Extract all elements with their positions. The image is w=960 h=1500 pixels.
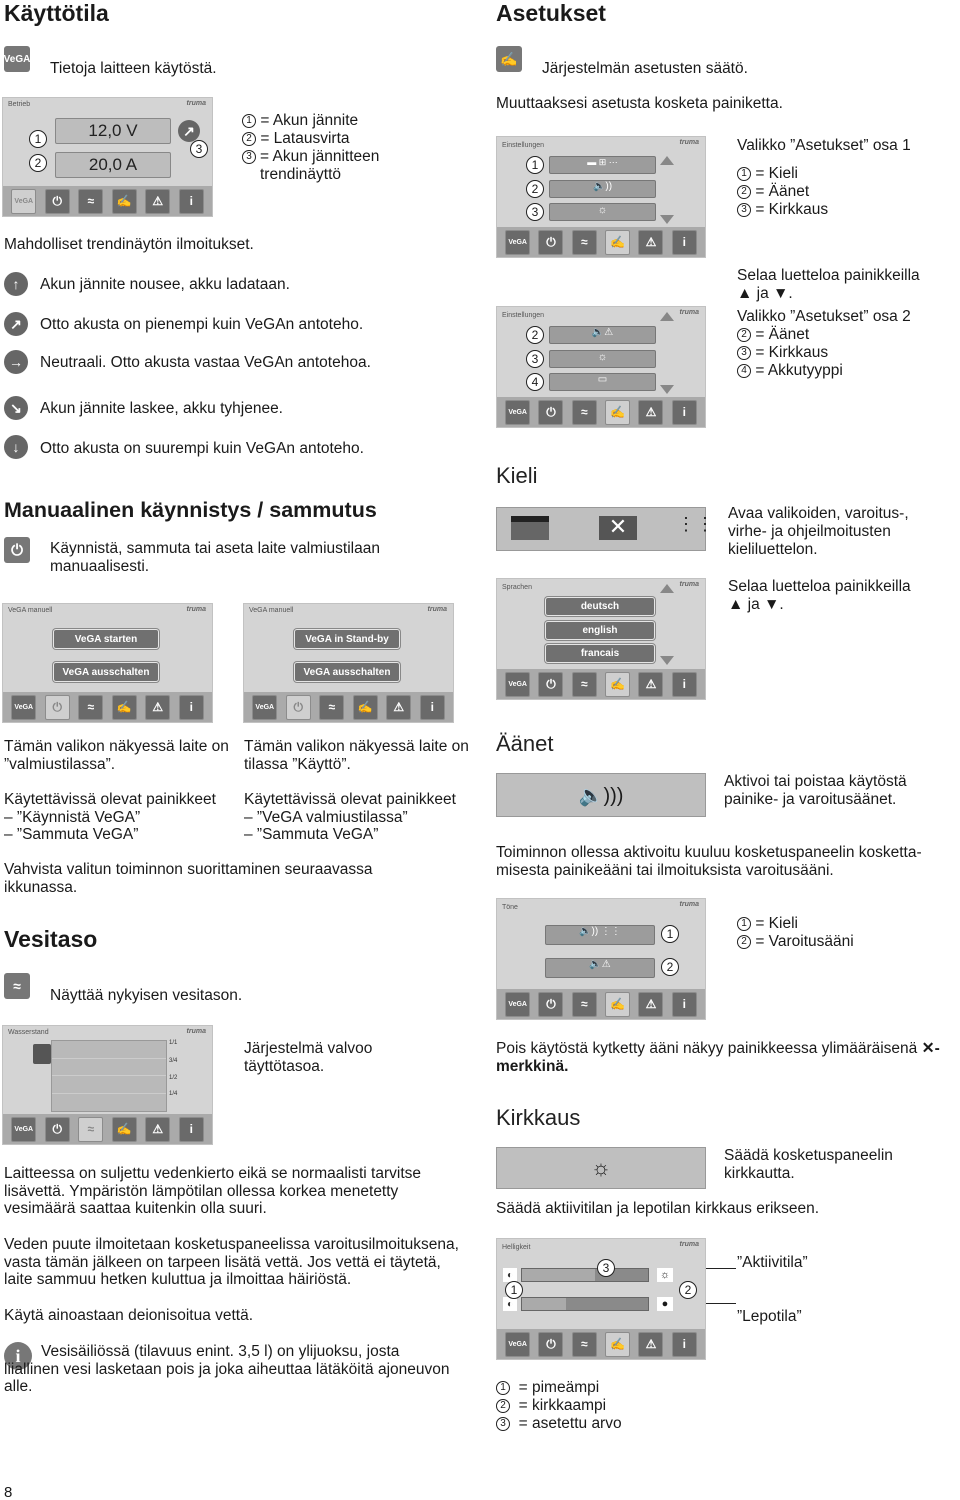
panel-header: Einstellungen [502,312,545,319]
manual-desc: Käynnistä, sammuta tai aseta laite valmiustilaan manuaalisesti. [50,540,380,575]
scroll-text: Selaa luetteloa painikkeilla [737,267,920,284]
scroll-hint: Selaa luetteloa painikkeilla ▲ ja ▼. [737,267,920,302]
vega-button[interactable]: VeGA [505,230,530,255]
panel-header: Töne [502,904,518,911]
power-icon: ⏻ [4,537,30,563]
warning-button[interactable]: ⚠ [145,189,170,214]
level-1-4: 1/4 [169,1091,178,1097]
warning-button[interactable]: ⚠ [638,672,663,697]
section-title-vesitaso: Vesitaso [4,926,98,952]
vega-button[interactable]: VeGA [11,189,36,214]
kirkkaus-desc: Säädä kosketuspaneelin kirkkautta. [724,1147,893,1182]
panel-header: Sprachen [502,584,532,591]
scroll-down-icon[interactable] [660,385,674,394]
aanet-paragraph: Toiminnon ollessa aktivoitu kuuluu kosketuspaneelin koskettamisesta painikeääni tai ilmoituksista varoitusääni. [496,844,922,879]
settings-button[interactable]: ✍ [605,992,630,1017]
button-bar [497,397,705,427]
active-mode-label: ”Aktiivitila” [737,1254,808,1271]
callout-line [706,1268,736,1269]
aanet-desc: Aktivoi tai poistaa käytöstä painike- ja varoitusäänet. [724,773,907,808]
up-triangle-icon: ▲ [728,596,744,613]
settings-button[interactable]: ✍ [112,189,137,214]
section-title-asetukset: Asetukset [496,0,606,26]
standby-buttons [4,791,239,844]
callout-1: 1 [505,1281,523,1299]
languages-panel [496,578,706,700]
vega-button[interactable]: VeGA [505,672,530,697]
sounds-row[interactable]: 🔈)) [549,180,656,198]
info-button[interactable]: i [672,672,697,697]
callout-2: 2 [526,180,544,198]
kirkkaus-item: = kirkkaampi [518,1397,607,1414]
brightness-row[interactable]: ☼ [549,350,656,368]
arrow-up-right-icon: ↗ [4,312,28,336]
buttons-heading: Käytettävissä olevat painikkeet [244,791,456,808]
standby-desc: Tämän valikon näkyessä laite on ”valmiustilassa”. [4,738,229,773]
settings-button[interactable]: ✍ [605,230,630,255]
brightness-row[interactable]: ☼ [549,203,656,221]
arrow-down-right-icon: ↘ [4,396,28,420]
darker-button[interactable]: ◐ [503,1268,517,1282]
language-row[interactable]: ▬ ⊞ ⋯ [549,156,656,174]
kirkkaus-item: = asetettu arvo [518,1415,622,1432]
truma-logo: truma [186,606,206,613]
asetukset-desc: Järjestelmän asetusten säätö. [542,60,748,77]
trend-text-2: Otto akusta on pienempi kuin VeGAn antoteho. [40,316,364,333]
water-button[interactable]: ≈ [572,230,597,255]
scroll-down-icon[interactable] [660,656,674,665]
truma-logo: truma [679,139,699,146]
water-level-panel [2,1025,213,1145]
brightness-panel [496,1238,706,1360]
callout-3: 3 [526,350,544,368]
power-button[interactable]: ⏻ [538,230,563,255]
panel-header: Wasserstand [8,1029,49,1036]
info-button[interactable]: i [179,189,204,214]
warning-button[interactable]: ⚠ [145,695,170,720]
mute-mark: ✕-merkkinä. [496,1040,940,1075]
button-sound-row[interactable]: 🔈)) ⋮⋮ [545,925,655,945]
button-bar [497,1329,705,1359]
kirkkaus-item: = pimeämpi [518,1379,600,1396]
settings-button[interactable]: ✍ [353,695,378,720]
sun-icon: ☼ [590,1155,612,1180]
water-gauge [51,1040,167,1112]
vega-button[interactable]: VeGA [252,695,277,720]
trend-arrow-icon: ↗ [178,120,200,142]
water-icon: ≈ [4,973,30,999]
power-button[interactable]: ⏻ [538,992,563,1017]
truma-logo: truma [186,1028,206,1035]
scroll-up-icon[interactable] [660,312,674,321]
warning-button[interactable]: ⚠ [386,695,411,720]
up-triangle-icon: ▲ [737,285,753,302]
trend-text-3: Neutraali. Otto akusta vastaa VeGAn antotehoa. [40,354,371,371]
menu1-item: = Äänet [755,183,810,200]
vega-button[interactable]: VeGA [505,1332,530,1357]
settings-button[interactable]: ✍ [112,1117,137,1142]
truma-logo: truma [679,901,699,908]
settings-button[interactable]: ✍ [605,1332,630,1357]
button-bar [3,186,212,216]
power-button[interactable]: ⏻ [538,1332,563,1357]
water-note: Järjestelmä valvoo täyttötasoa. [244,1040,373,1075]
settings-panel-1 [496,136,706,258]
brightness-button-preview [496,1147,706,1189]
current-display: 20,0 A [55,152,171,178]
section-title-manual: Manuaalinen käynnistys / sammutus [4,498,377,522]
water-button[interactable]: ≈ [572,992,597,1017]
active-brightness-slider[interactable] [521,1268,649,1282]
running-buttons [244,791,479,844]
water-button[interactable]: ≈ [572,672,597,697]
buttons-item: – ”Sammuta VeGA” [4,826,139,843]
panel-header: Helligkeit [502,1244,531,1251]
standby-mode-label: ”Lepotila” [737,1308,802,1325]
warning-button[interactable]: ⚠ [638,400,663,425]
power-button[interactable]: ⏻ [45,189,70,214]
callout-2: 2 [661,958,679,976]
ja-text: ja [756,285,769,302]
menu2-item: = Akkutyyppi [755,362,843,379]
truma-logo: truma [679,581,699,588]
vega-button[interactable]: VeGA [11,695,36,720]
standby-brightness-fill [522,1298,566,1310]
kieli-scroll-hint: Selaa luetteloa painikkeilla ▲ ja ▼. [728,578,911,613]
trend-text-5: Otto akusta on suurempi kuin VeGAn antoteho. [40,440,364,457]
kirkkaus-paragraph: Säädä aktiivitilan ja lepotilan kirkkaus erikseen. [496,1200,820,1217]
callout-2: 2 [29,154,47,172]
arrow-down-icon: ↓ [4,435,28,459]
menu2-item: = Äänet [755,326,810,343]
menu2-item: = Kirkkaus [755,344,829,361]
sun-icon: ☼ [657,1268,673,1282]
truma-logo: truma [679,309,699,316]
vega-manual-running-panel [243,603,454,723]
section-title-kirkkaus: Kirkkaus [496,1105,581,1130]
settings-panel-2 [496,306,706,428]
power-button[interactable]: ⏻ [286,695,311,720]
scroll-text: Selaa luetteloa painikkeilla [728,578,911,595]
trend-text-1: Akun jännite nousee, akku ladataan. [40,276,290,293]
section-title-kieli: Kieli [496,463,538,488]
info-button[interactable]: i [672,230,697,255]
down-triangle-icon: ▼ [764,596,780,613]
vega-button[interactable]: VeGA [11,1117,36,1142]
callout-3: 3 [526,203,544,221]
truma-logo: truma [186,100,206,107]
arrow-up-icon: ↑ [4,272,28,296]
voltage-display: 12,0 V [55,118,171,144]
kayttotila-desc: Tietoja laitteen käytöstä. [50,60,217,77]
scroll-up-icon[interactable] [660,584,674,593]
trend-text-4: Akun jännite laskee, akku tyhjenee. [40,400,283,417]
truma-logo: truma [427,606,447,613]
warning-button[interactable]: ⚠ [638,992,663,1017]
menu1-legend: 1 = Kieli 2 = Äänet 3 = Kirkkaus [737,165,828,219]
button-bar [497,669,705,699]
sounds-button-preview [496,773,706,817]
button-bar [244,692,453,722]
vega-button[interactable]: VeGA [505,400,530,425]
legend-row: 1 = Akun jännite [242,112,412,130]
warning-button[interactable]: ⚠ [638,1332,663,1357]
callout-3: 3 [190,140,208,158]
scroll-down-icon[interactable] [660,215,674,224]
betrieb-panel [2,97,213,217]
panel-header: Einstellungen [502,142,545,149]
level-1-1: 1/1 [169,1040,178,1046]
settings-icon: ✍ [496,46,522,72]
info-button[interactable]: i [672,400,697,425]
more-languages-icon: ⋮⋮ [677,514,715,534]
info-icon: i [4,1342,32,1370]
menu1-title: Valikko ”Asetukset” osa 1 [737,137,911,154]
legend-3: = Akun jännitteen trendinäyttö [260,148,380,183]
arrow-right-icon: → [4,350,28,374]
legend-1: = Akun jännite [260,112,359,129]
power-button[interactable]: ⏻ [538,672,563,697]
language-button-preview [496,507,715,551]
water-button[interactable]: ≈ [319,695,344,720]
info-text: Vesisäiliössä (tilavuus enint. 3,5 l) on ylijuoksu, josta liiallinen vesi lasketaan pois ja joka aiheuttaa lätäköitä ajoneuvon alle. [4,1343,450,1395]
button-bar [497,989,705,1019]
callout-1: 1 [29,130,47,148]
kirkkaus-legend: 1 = pimeämpi 2 = kirkkaampi 3 = asetettu arvo [496,1379,622,1433]
truma-logo: truma [679,1241,699,1248]
battery-row[interactable]: ▭ [549,373,656,391]
vega-button[interactable]: VeGA [505,992,530,1017]
flag-de-icon [511,516,549,540]
ja-text: ja [747,596,760,613]
water-button[interactable]: ≈ [78,1117,103,1142]
callout-4: 4 [526,373,544,391]
callout-line [706,1303,736,1304]
trend-intro: Mahdolliset trendinäytön ilmoitukset. [4,236,254,253]
button-bar [497,227,705,257]
info-button[interactable]: i [179,1117,204,1142]
asetukset-intro: Muuttaaksesi asetusta kosketa painiketta. [496,95,783,112]
darker-button[interactable]: ◐ [503,1297,517,1311]
down-triangle-icon: ▼ [773,285,789,302]
level-1-2: 1/2 [169,1075,178,1081]
kieli-desc: Avaa valikoiden, varoitus-, virhe- ja ohjeilmoitusten kieliluettelon. [728,505,909,558]
info-button[interactable]: i [672,1332,697,1357]
language-option-francais[interactable]: francais [545,644,655,663]
language-option-english[interactable]: english [545,621,655,640]
buttons-item: – ”Sammuta VeGA” [244,826,379,843]
water-button[interactable]: ≈ [572,1332,597,1357]
menu2-title: Valikko ”Asetukset” osa 2 [737,308,911,325]
info-button[interactable]: i [179,695,204,720]
menu1-item: = Kieli [755,165,798,182]
callout-1: 1 [661,925,679,943]
brighter-button[interactable]: ● [657,1297,673,1311]
scroll-up-icon[interactable] [660,156,674,165]
settings-button[interactable]: ✍ [112,695,137,720]
callout-3: 3 [597,1259,615,1277]
button-bar [3,692,212,722]
sounds-row[interactable]: 🔈⚠ [549,326,656,344]
mute-note [496,1040,958,1076]
toene-legend: 1 = Kieli 2 = Varoitusääni [737,915,854,951]
toene-item: = Kieli [755,915,798,932]
vega-shutdown-button[interactable]: VeGA ausschalten [294,662,400,682]
power-button[interactable]: ⏻ [538,400,563,425]
jug-icon [33,1044,51,1064]
level-3-4: 3/4 [169,1058,178,1064]
panel-header: VeGA manuell [8,607,53,614]
info-button[interactable]: i [420,695,445,720]
menu2-legend: 2 = Äänet 3 = Kirkkaus 4 = Akkutyyppi [737,326,843,380]
power-button[interactable]: ⏻ [45,695,70,720]
page-number: 8 [4,1484,13,1500]
mute-note-text: Pois käytöstä kytketty ääni näkyy painikkeessa ylimääräisenä [496,1040,918,1057]
legend-row: 3 = Akun jännitteen trendinäyttö [242,148,412,184]
sounds-panel [496,898,706,1020]
water-paragraph-2: Veden puute ilmoitetaan kosketuspaneelissa varoitusilmoituksena, vasta tämän jälkeen on tarpeen lisätä vettä. Jos vettä ei täytetä, laite sammuu hetken kuluttua ja ilmoittaa häiriöstä. [4,1236,459,1288]
language-option-deutsch[interactable]: deutsch [545,597,655,616]
speaker-icon: 🔈))) [578,784,624,807]
water-paragraph-3: Käytä ainoastaan deionisoitua vettä. [4,1307,254,1324]
panel-header: VeGA manuell [249,607,294,614]
legend-2: = Latausvirta [260,130,350,147]
section-title-aanet: Äänet [496,731,554,756]
flag-uk-icon: ✕ [599,516,637,540]
legend-row: 2 = Latausvirta [242,130,412,148]
active-brightness-fill [522,1269,595,1281]
vega-start-button[interactable]: VeGA starten [53,629,159,649]
callout-2: 2 [526,326,544,344]
callout-1: 1 [526,156,544,174]
info-button[interactable]: i [672,992,697,1017]
section-title-kayttotila: Käyttötila [4,0,109,26]
toene-item: = Varoitusääni [755,933,854,950]
panel-header: Betrieb [8,101,31,108]
settings-button[interactable]: ✍ [605,400,630,425]
buttons-item: – ”Käynnistä VeGA” [4,808,141,826]
warning-button[interactable]: ⚠ [638,230,663,255]
water-button[interactable]: ≈ [78,695,103,720]
water-paragraph-1: Laitteessa on suljettu vedenkierto eikä se normaalisti tarvitse lisävettä. Ympäristön lämpötilan ollessa korkea menetetty vesimäärä saattaa kuitenkin olla suuri. [4,1165,421,1217]
water-button[interactable]: ≈ [78,189,103,214]
buttons-item: – ”VeGA valmiustilassa” [244,808,408,826]
warning-sound-row[interactable]: 🔈⚠ [545,958,655,978]
button-bar [3,1114,212,1144]
betrieb-legend [242,112,412,184]
vega-standby-button[interactable]: VeGA in Stand-by [294,629,400,649]
menu1-item: = Kirkkaus [755,201,829,218]
warning-button[interactable]: ⚠ [145,1117,170,1142]
power-button[interactable]: ⏻ [45,1117,70,1142]
vega-shutdown-button[interactable]: VeGA ausschalten [53,662,159,682]
vega-manual-standby-panel [2,603,213,723]
water-button[interactable]: ≈ [572,400,597,425]
confirm-text: Vahvista valitun toiminnon suorittaminen seuraavassa ikkunassa. [4,861,373,896]
buttons-heading: Käytettävissä olevat painikkeet [4,791,216,808]
vega-icon: VeGA [4,46,30,72]
running-desc: Tämän valikon näkyessä laite on tilassa ”Käyttö”. [244,738,469,773]
settings-button[interactable]: ✍ [605,672,630,697]
vesitaso-desc: Näyttää nykyisen vesitason. [50,987,243,1004]
standby-brightness-slider[interactable] [521,1297,649,1311]
callout-2: 2 [679,1281,697,1299]
